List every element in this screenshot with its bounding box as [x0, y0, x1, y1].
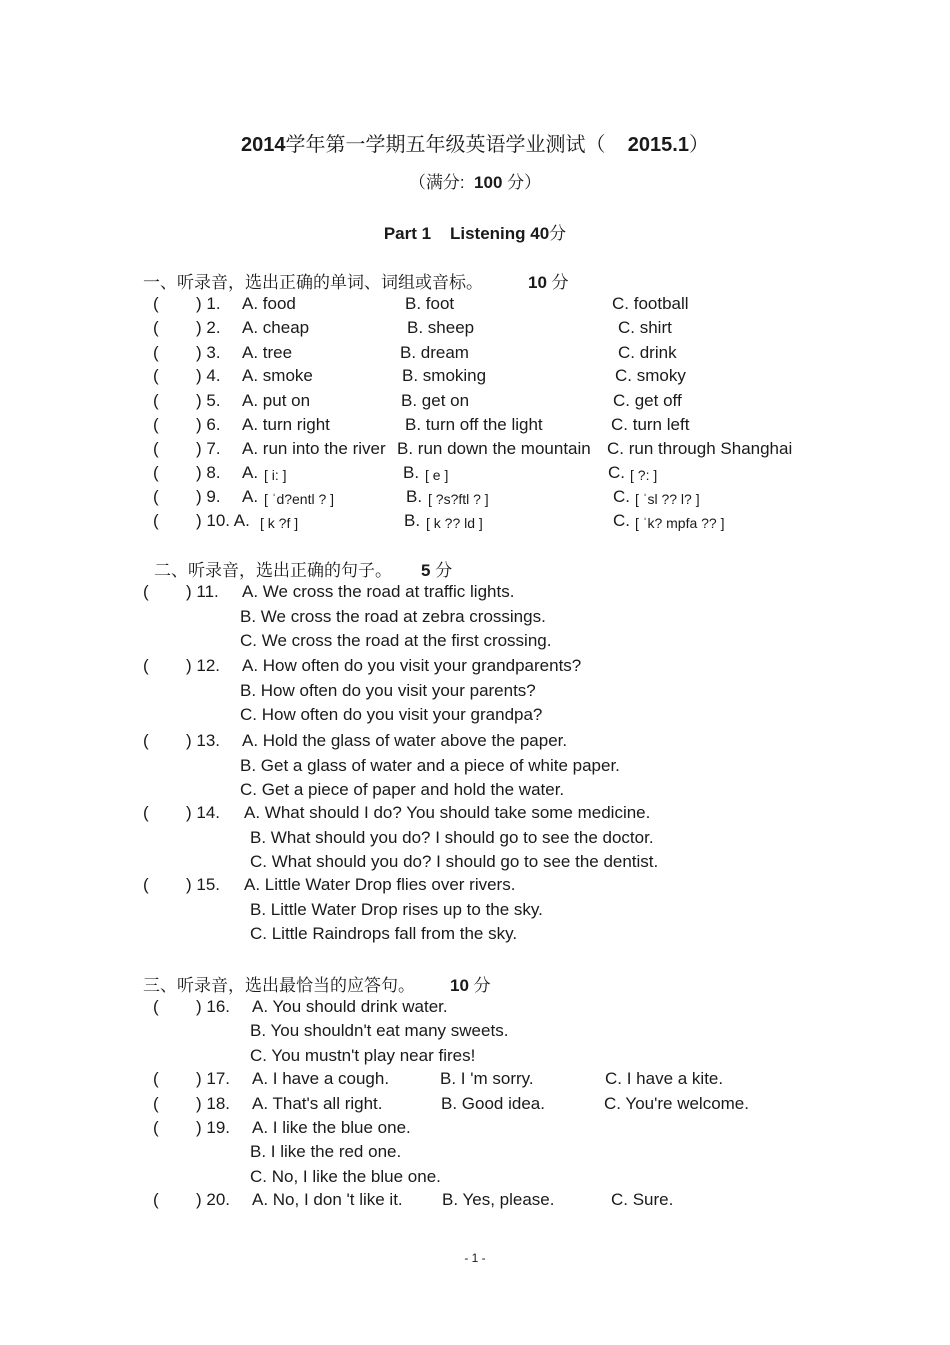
full-score	[0, 168, 950, 193]
option-a: A. food	[242, 294, 296, 313]
section3-heading-text: 三、听录音，选出最恰当的应答句。	[143, 976, 415, 995]
section2-heading	[154, 556, 392, 581]
option-a-phonetic: [ i: ]	[264, 467, 287, 483]
option-c: C. drink	[618, 343, 677, 362]
question-number: ) 4.	[196, 366, 221, 385]
question-number: ) 7.	[196, 439, 221, 458]
section3-points	[450, 971, 491, 996]
option-b: B. How often do you visit your parents?	[240, 681, 536, 700]
option-c: C. How often do you visit your grandpa?	[240, 705, 543, 724]
section2-points	[421, 556, 452, 581]
answer-blank-open: (	[143, 731, 149, 750]
question-number: ) 5.	[196, 391, 221, 410]
option-b-label: B.	[404, 511, 421, 530]
question-number: ) 13.	[186, 731, 221, 750]
answer-blank-open: (	[143, 875, 149, 894]
option-b: B. Good idea.	[441, 1094, 545, 1113]
option-a: A. I like the blue one.	[252, 1118, 411, 1137]
option-a: A. Little Water Drop flies over rivers.	[244, 875, 516, 894]
option-a: A. We cross the road at traffic lights.	[242, 582, 515, 601]
question-number: ) 1.	[196, 294, 221, 313]
answer-blank-open: (	[153, 415, 159, 434]
option-c: C. We cross the road at the first crossing.	[240, 631, 552, 650]
option-b: B. I like the red one.	[250, 1142, 402, 1161]
option-a: A. put on	[242, 391, 311, 410]
answer-blank-open: (	[153, 439, 159, 458]
section2-heading-text: 二、听录音，选出正确的句子。	[154, 561, 392, 580]
option-a: A. That's all right.	[252, 1094, 383, 1113]
option-a: A. turn right	[242, 415, 330, 434]
option-c-phonetic: [ ˈk? mpfa ?? ]	[635, 515, 725, 531]
part-label: Part 1 Listening 40	[383, 224, 550, 243]
option-c: C. Sure.	[611, 1190, 674, 1209]
answer-blank-open: (	[153, 318, 159, 337]
option-c: C. I have a kite.	[605, 1069, 724, 1088]
answer-blank-open: (	[153, 511, 159, 530]
option-c: C. turn left	[611, 415, 690, 434]
answer-blank-open: (	[143, 656, 149, 675]
question-number: ) 17.	[196, 1069, 231, 1088]
option-a: A. I have a cough.	[252, 1069, 390, 1088]
question-number: ) 12.	[186, 656, 221, 675]
answer-blank-open: (	[153, 1094, 159, 1113]
subtitle-pre: （满分:	[408, 173, 465, 192]
section3-points-unit: 分	[473, 976, 491, 995]
title-text: 学年第一学期五年级英语学业测试（	[285, 134, 606, 156]
title-year: 2014	[241, 134, 286, 156]
answer-blank-open: (	[153, 391, 159, 410]
option-c-label: C.	[608, 463, 625, 482]
question-number: ) 6.	[196, 415, 221, 434]
option-a-label: A.	[242, 463, 259, 482]
page-title	[0, 128, 950, 157]
option-b-label: B.	[403, 463, 420, 482]
option-b-phonetic: [ k ?? ld ]	[426, 515, 483, 531]
option-a: A. Hold the glass of water above the paper.	[242, 731, 568, 750]
section1-heading-text: 一、听录音，选出正确的单词、词组或音标。	[143, 273, 483, 292]
question-number: ) 2.	[196, 318, 221, 337]
title-date: 2015.1	[627, 134, 689, 156]
question-number: ) 8.	[196, 463, 221, 482]
section2-points-unit: 分	[435, 561, 453, 580]
option-b: B. Yes, please.	[442, 1190, 555, 1209]
option-c: C. No, I like the blue one.	[250, 1167, 441, 1186]
option-b: B. foot	[405, 294, 455, 313]
answer-blank-open: (	[153, 997, 159, 1016]
option-b: B. Little Water Drop rises up to the sky.	[250, 900, 543, 919]
option-b: B. turn off the light	[405, 415, 543, 434]
question-number: ) 14.	[186, 803, 221, 822]
option-c: C. What should you do? I should go to see the dentist.	[250, 852, 659, 871]
subtitle-score: 100	[474, 173, 503, 192]
option-b: B. sheep	[407, 318, 475, 337]
question-number: ) 15.	[186, 875, 221, 894]
option-a: A. How often do you visit your grandparents?	[242, 656, 582, 675]
option-a: A. No, I don 't like it.	[252, 1190, 403, 1209]
answer-blank-open: (	[153, 1069, 159, 1088]
answer-blank-open: (	[143, 582, 149, 601]
section1-points-unit: 分	[551, 273, 569, 292]
answer-blank-open: (	[153, 1118, 159, 1137]
question-number: ) 9.	[196, 487, 221, 506]
section3-points-value: 10	[450, 976, 469, 995]
option-b: B. We cross the road at zebra crossings.	[240, 607, 546, 626]
option-c: C. Get a piece of paper and hold the water.	[240, 780, 565, 799]
option-c: C. You mustn't play near fires!	[250, 1046, 476, 1065]
option-c-label: C.	[613, 511, 630, 530]
question-number: ) 3.	[196, 343, 221, 362]
option-a: A. run into the river	[242, 439, 386, 458]
answer-blank-open: (	[153, 1190, 159, 1209]
option-c: C. smoky	[615, 366, 686, 385]
question-number: ) 19.	[196, 1118, 231, 1137]
option-b: B. I 'm sorry.	[440, 1069, 534, 1088]
option-c: C. shirt	[618, 318, 672, 337]
question-number: ) 11.	[186, 582, 219, 601]
option-c: C. get off	[613, 391, 682, 410]
option-a-phonetic: [ ˈd?entl ? ]	[264, 491, 335, 507]
option-a-phonetic: [ k ?f ]	[260, 515, 299, 531]
option-a: A. tree	[242, 343, 293, 362]
question-number: ) 10. A.	[196, 511, 250, 530]
question-number: ) 16.	[196, 997, 231, 1016]
page-number: - 1 -	[464, 1251, 486, 1265]
option-c-label: C.	[613, 487, 630, 506]
subtitle-post: 分）	[507, 173, 542, 192]
option-b-phonetic: [ ?s?ftl ? ]	[428, 491, 489, 507]
title-close: ）	[688, 134, 709, 156]
section1-points-value: 10	[528, 273, 547, 292]
option-c: C. Little Raindrops fall from the sky.	[250, 924, 518, 943]
option-c-phonetic: [ ˈsl ?? l? ]	[635, 491, 700, 507]
option-c: C. You're welcome.	[604, 1094, 749, 1113]
option-b: B. get on	[401, 391, 470, 410]
option-a: A. smoke	[242, 366, 313, 385]
answer-blank-open: (	[153, 366, 159, 385]
option-a: A. You should drink water.	[252, 997, 448, 1016]
question-number: ) 20.	[196, 1190, 231, 1209]
option-a: A. What should I do? You should take some medicine.	[244, 803, 651, 822]
answer-blank-open: (	[143, 803, 149, 822]
section2-points-value: 5	[421, 561, 431, 580]
answer-blank-open: (	[153, 487, 159, 506]
option-b: B. What should you do? I should go to see the doctor.	[250, 828, 654, 847]
option-c: C. football	[612, 294, 689, 313]
section3-heading	[143, 971, 415, 996]
part-heading	[0, 219, 950, 244]
option-b-phonetic: [ e ]	[425, 467, 449, 483]
answer-blank-open: (	[153, 294, 159, 313]
part-suffix: 分	[549, 224, 567, 243]
option-b: B. You shouldn't eat many sweets.	[250, 1021, 509, 1040]
question-number: ) 18.	[196, 1094, 231, 1113]
option-c: C. run through Shanghai	[607, 439, 793, 458]
answer-blank-open: (	[153, 463, 159, 482]
option-b: B. smoking	[402, 366, 487, 385]
option-a: A. cheap	[242, 318, 310, 337]
option-b: B. dream	[400, 343, 469, 362]
section1-heading	[143, 268, 483, 293]
option-c-phonetic: [ ?: ]	[630, 467, 658, 483]
section1-points	[528, 268, 569, 293]
option-b: B. Get a glass of water and a piece of white paper.	[240, 756, 620, 775]
answer-blank-open: (	[153, 343, 159, 362]
option-a-label: A.	[242, 487, 259, 506]
option-b: B. run down the mountain	[397, 439, 591, 458]
option-b-label: B.	[406, 487, 423, 506]
